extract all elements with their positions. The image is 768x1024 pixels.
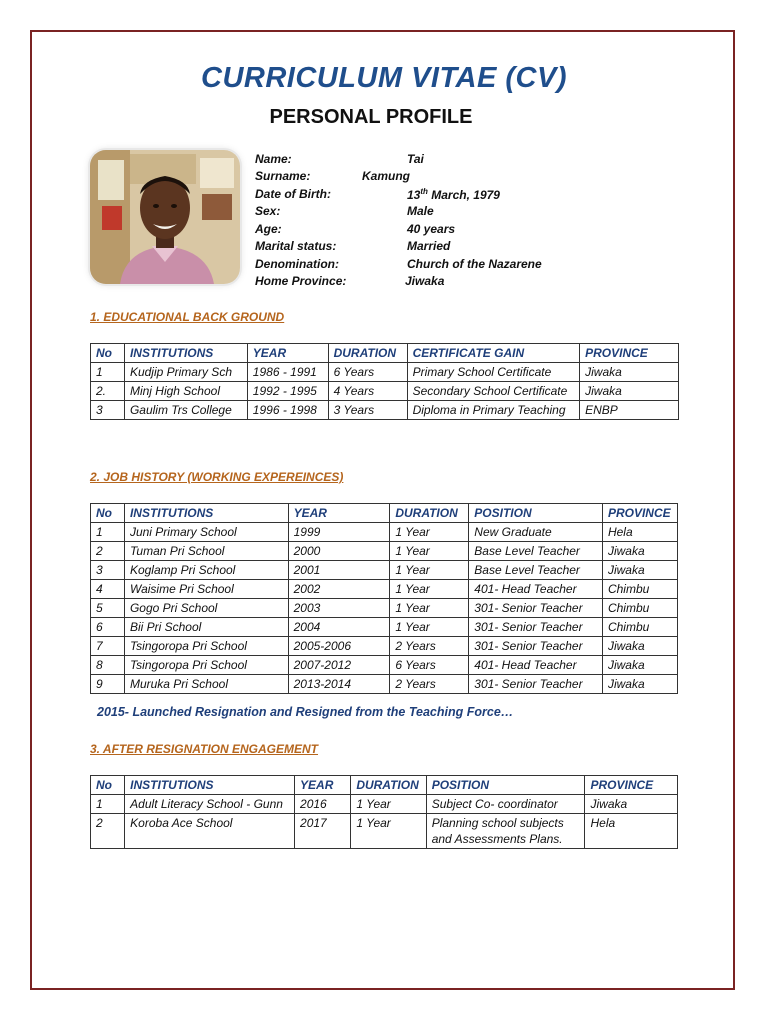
- resignation-note: 2015- Launched Resignation and Resigned from the Teaching Force…: [97, 705, 514, 719]
- table-cell: Koroba Ace School: [125, 814, 295, 849]
- column-header: No: [91, 776, 125, 795]
- table-header-row: [91, 504, 678, 523]
- table-cell: Hela: [585, 814, 678, 849]
- table-cell: Base Level Teacher: [469, 561, 603, 580]
- table-cell: 1 Year: [390, 542, 469, 561]
- profile-label: Home Province:: [255, 274, 347, 288]
- table-cell: 1 Year: [390, 580, 469, 599]
- table-cell: 5: [91, 599, 125, 618]
- table-row: [91, 523, 678, 542]
- table-cell: 301- Senior Teacher: [469, 618, 603, 637]
- table-cell: 301- Senior Teacher: [469, 675, 603, 694]
- job-history-rows: [91, 523, 678, 694]
- table-cell: 3 Years: [328, 401, 407, 420]
- column-header: YEAR: [295, 776, 351, 795]
- table-row: [91, 599, 678, 618]
- column-header: POSITION: [426, 776, 585, 795]
- table-cell: 401- Head Teacher: [469, 580, 603, 599]
- profile-label: Denomination:: [255, 257, 339, 271]
- profile-label: Marital status:: [255, 239, 337, 253]
- profile-photo: [90, 150, 240, 284]
- document-title: CURRICULUM VITAE (CV): [201, 62, 567, 94]
- table-cell: Waisime Pri School: [124, 580, 288, 599]
- table-row: [91, 814, 678, 849]
- table-cell: New Graduate: [469, 523, 603, 542]
- column-header: PROVINCE: [580, 344, 679, 363]
- profile-label: Surname:: [255, 169, 311, 183]
- table-cell: Juni Primary School: [124, 523, 288, 542]
- dob-day: 13: [407, 188, 421, 202]
- table-cell: 4 Years: [328, 382, 407, 401]
- table-cell: Minj High School: [124, 382, 247, 401]
- table-cell: 2016: [295, 795, 351, 814]
- table-cell: 1 Year: [390, 599, 469, 618]
- table-header-row: [91, 344, 679, 363]
- column-header: CERTIFICATE GAIN: [407, 344, 580, 363]
- table-row: [91, 656, 678, 675]
- table-cell: Jiwaka: [585, 795, 678, 814]
- profile-label: Date of Birth:: [255, 187, 331, 201]
- dob-ordinal: th: [420, 187, 428, 196]
- table-cell: Muruka Pri School: [124, 675, 288, 694]
- table-row: [91, 637, 678, 656]
- table-cell: 1 Year: [390, 618, 469, 637]
- table-cell: 1992 - 1995: [247, 382, 328, 401]
- section-heading-job-history: 2. JOB HISTORY (WORKING EXPEREINCES): [90, 470, 344, 484]
- table-cell: Tsingoropa Pri School: [124, 637, 288, 656]
- table-cell: 1: [91, 523, 125, 542]
- column-header: No: [91, 504, 125, 523]
- profile-label: Sex:: [255, 204, 281, 218]
- table-cell: 2003: [288, 599, 390, 618]
- table-cell: 301- Senior Teacher: [469, 599, 603, 618]
- table-cell: 2017: [295, 814, 351, 849]
- table-row: [91, 363, 679, 382]
- column-header: PROVINCE: [585, 776, 678, 795]
- table-cell: 6: [91, 618, 125, 637]
- education-table: [90, 343, 679, 420]
- table-row: [91, 542, 678, 561]
- table-cell: 2 Years: [390, 675, 469, 694]
- table-cell: Jiwaka: [580, 382, 679, 401]
- table-cell: 1 Year: [390, 523, 469, 542]
- table-cell: 2002: [288, 580, 390, 599]
- table-cell: Primary School Certificate: [407, 363, 580, 382]
- section-heading-education: 1. EDUCATIONAL BACK GROUND: [90, 310, 285, 324]
- column-header: YEAR: [288, 504, 390, 523]
- table-cell: Adult Literacy School - Gunn: [125, 795, 295, 814]
- column-header: YEAR: [247, 344, 328, 363]
- table-cell: Secondary School Certificate: [407, 382, 580, 401]
- table-cell: Jiwaka: [602, 675, 677, 694]
- table-cell: 1999: [288, 523, 390, 542]
- table-row: [91, 561, 678, 580]
- table-cell: Koglamp Pri School: [124, 561, 288, 580]
- column-header: INSTITUTIONS: [124, 344, 247, 363]
- table-cell: Subject Co- coordinator: [426, 795, 585, 814]
- profile-value-province: Jiwaka: [405, 274, 445, 288]
- table-cell: 2: [91, 542, 125, 561]
- table-cell: 6 Years: [328, 363, 407, 382]
- table-cell: Tsingoropa Pri School: [124, 656, 288, 675]
- table-cell: 1996 - 1998: [247, 401, 328, 420]
- table-row: [91, 580, 678, 599]
- table-cell: Chimbu: [602, 580, 677, 599]
- profile-value-surname: Kamung: [362, 169, 410, 183]
- column-header: No: [91, 344, 125, 363]
- table-cell: 2.: [91, 382, 125, 401]
- table-cell: 301- Senior Teacher: [469, 637, 603, 656]
- table-cell: Tuman Pri School: [124, 542, 288, 561]
- table-row: [91, 382, 679, 401]
- column-header: PROVINCE: [602, 504, 677, 523]
- table-cell: 2: [91, 814, 125, 849]
- after-resignation-table: [90, 775, 678, 849]
- table-row: [91, 401, 679, 420]
- table-cell: Kudjip Primary Sch: [124, 363, 247, 382]
- profile-value-dob: [407, 187, 500, 202]
- table-cell: 2013-2014: [288, 675, 390, 694]
- profile-value-sex: Male: [407, 204, 434, 218]
- column-header: DURATION: [351, 776, 426, 795]
- profile-value-name: Tai: [407, 152, 424, 166]
- table-cell: 3: [91, 561, 125, 580]
- table-cell: 3: [91, 401, 125, 420]
- table-cell: Bii Pri School: [124, 618, 288, 637]
- section-heading-after-resignation: 3. AFTER RESIGNATION ENGAGEMENT: [90, 742, 319, 756]
- column-header: POSITION: [469, 504, 603, 523]
- table-cell: 8: [91, 656, 125, 675]
- table-cell: 2 Years: [390, 637, 469, 656]
- column-header: DURATION: [328, 344, 407, 363]
- table-cell: Chimbu: [602, 599, 677, 618]
- profile-value-denomination: Church of the Nazarene: [407, 257, 542, 271]
- table-cell: Jiwaka: [602, 561, 677, 580]
- dob-month-year: March, 1979: [427, 188, 500, 202]
- table-cell: 7: [91, 637, 125, 656]
- table-cell: 2000: [288, 542, 390, 561]
- column-header: INSTITUTIONS: [125, 776, 295, 795]
- table-cell: 1986 - 1991: [247, 363, 328, 382]
- table-cell: Jiwaka: [602, 637, 677, 656]
- table-cell: 1: [91, 795, 125, 814]
- table-cell: Hela: [602, 523, 677, 542]
- table-row: [91, 675, 678, 694]
- table-cell: Jiwaka: [602, 656, 677, 675]
- table-cell: 1 Year: [351, 814, 426, 849]
- table-cell: Jiwaka: [602, 542, 677, 561]
- table-cell: 4: [91, 580, 125, 599]
- profile-label: Name:: [255, 152, 292, 166]
- table-cell: 2001: [288, 561, 390, 580]
- table-cell: 1 Year: [390, 561, 469, 580]
- table-cell: ENBP: [580, 401, 679, 420]
- table-cell: 2005-2006: [288, 637, 390, 656]
- table-cell: 1 Year: [351, 795, 426, 814]
- table-cell: Jiwaka: [580, 363, 679, 382]
- table-cell: Planning school subjects and Assessments Plans.: [426, 814, 585, 849]
- profile-label: Age:: [255, 222, 282, 236]
- table-cell: 1: [91, 363, 125, 382]
- section-title-personal-profile: PERSONAL PROFILE: [269, 106, 473, 128]
- table-cell: 6 Years: [390, 656, 469, 675]
- table-cell: Diploma in Primary Teaching: [407, 401, 580, 420]
- column-header: INSTITUTIONS: [124, 504, 288, 523]
- table-cell: 9: [91, 675, 125, 694]
- table-row: [91, 618, 678, 637]
- profile-value-age: 40 years: [407, 222, 456, 236]
- table-cell: Gogo Pri School: [124, 599, 288, 618]
- table-row: [91, 795, 678, 814]
- table-cell: 2007-2012: [288, 656, 390, 675]
- table-cell: Base Level Teacher: [469, 542, 603, 561]
- job-history-table: [90, 503, 678, 694]
- table-cell: 401- Head Teacher: [469, 656, 603, 675]
- table-cell: 2004: [288, 618, 390, 637]
- table-cell: Chimbu: [602, 618, 677, 637]
- table-cell: Gaulim Trs College: [124, 401, 247, 420]
- profile-value-marital: Married: [407, 239, 451, 253]
- column-header: DURATION: [390, 504, 469, 523]
- table-header-row: [91, 776, 678, 795]
